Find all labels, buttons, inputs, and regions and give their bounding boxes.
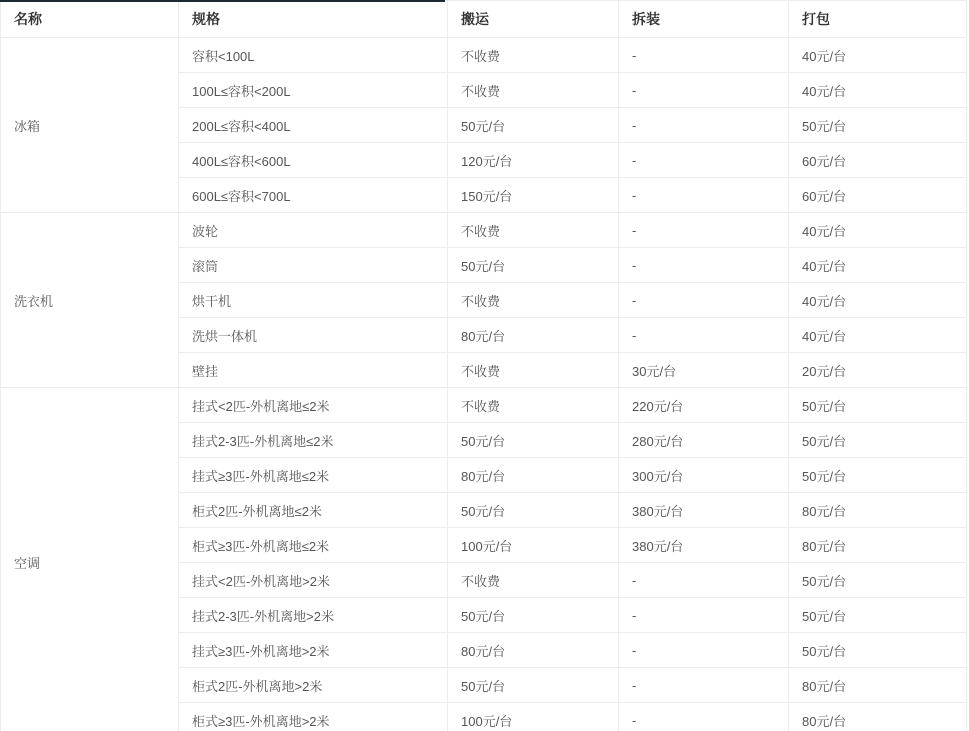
category-cell-washer: 洗衣机 xyxy=(1,213,179,388)
packing-fee-cell: 50元/台 xyxy=(789,108,967,143)
packing-fee-cell: 20元/台 xyxy=(789,353,967,388)
spec-cell: 100L≤容积<200L xyxy=(179,73,448,108)
disassembly-fee-cell: 30元/台 xyxy=(619,353,789,388)
packing-fee-cell: 50元/台 xyxy=(789,458,967,493)
disassembly-fee-cell: - xyxy=(619,248,789,283)
disassembly-fee-cell: - xyxy=(619,108,789,143)
column-header-spec: 规格 xyxy=(179,1,448,38)
spec-cell: 200L≤容积<400L xyxy=(179,108,448,143)
disassembly-fee-cell: - xyxy=(619,703,789,731)
packing-fee-cell: 50元/台 xyxy=(789,388,967,423)
disassembly-fee-cell: - xyxy=(619,668,789,703)
disassembly-fee-cell: 280元/台 xyxy=(619,423,789,458)
spec-cell: 柜式2匹-外机离地≤2米 xyxy=(179,493,448,528)
table-row xyxy=(1,38,967,73)
disassembly-fee-cell: - xyxy=(619,73,789,108)
disassembly-fee-cell: 220元/台 xyxy=(619,388,789,423)
spec-cell: 波轮 xyxy=(179,213,448,248)
packing-fee-cell: 50元/台 xyxy=(789,633,967,668)
column-header-carry: 搬运 xyxy=(448,1,619,38)
spec-cell: 挂式2-3匹-外机离地>2米 xyxy=(179,598,448,633)
disassembly-fee-cell: - xyxy=(619,318,789,353)
disassembly-fee-cell: 380元/台 xyxy=(619,528,789,563)
carry-fee-cell: 80元/台 xyxy=(448,318,619,353)
spec-cell: 柜式≥3匹-外机离地≤2米 xyxy=(179,528,448,563)
carry-fee-cell: 80元/台 xyxy=(448,458,619,493)
spec-cell: 600L≤容积<700L xyxy=(179,178,448,213)
spec-cell: 烘干机 xyxy=(179,283,448,318)
carry-fee-cell: 不收费 xyxy=(448,73,619,108)
carry-fee-cell: 50元/台 xyxy=(448,248,619,283)
disassembly-fee-cell: - xyxy=(619,283,789,318)
spec-cell: 挂式≥3匹-外机离地≤2米 xyxy=(179,458,448,493)
table-row xyxy=(1,388,967,423)
packing-fee-cell: 60元/台 xyxy=(789,178,967,213)
packing-fee-cell: 40元/台 xyxy=(789,283,967,318)
top-accent-line xyxy=(0,0,445,2)
disassembly-fee-cell: - xyxy=(619,633,789,668)
disassembly-fee-cell: - xyxy=(619,598,789,633)
disassembly-fee-cell: - xyxy=(619,38,789,73)
spec-cell: 挂式2-3匹-外机离地≤2米 xyxy=(179,423,448,458)
spec-cell: 容积<100L xyxy=(179,38,448,73)
category-cell-fridge: 冰箱 xyxy=(1,38,179,213)
disassembly-fee-cell: - xyxy=(619,143,789,178)
disassembly-fee-cell: 380元/台 xyxy=(619,493,789,528)
carry-fee-cell: 50元/台 xyxy=(448,423,619,458)
table-body xyxy=(1,38,967,731)
packing-fee-cell: 40元/台 xyxy=(789,38,967,73)
disassembly-fee-cell: - xyxy=(619,563,789,598)
spec-cell: 挂式≥3匹-外机离地>2米 xyxy=(179,633,448,668)
carry-fee-cell: 50元/台 xyxy=(448,668,619,703)
packing-fee-cell: 60元/台 xyxy=(789,143,967,178)
carry-fee-cell: 100元/台 xyxy=(448,528,619,563)
column-header-packing: 打包 xyxy=(789,1,967,38)
packing-fee-cell: 50元/台 xyxy=(789,598,967,633)
spec-cell: 洗烘一体机 xyxy=(179,318,448,353)
packing-fee-cell: 80元/台 xyxy=(789,528,967,563)
packing-fee-cell: 40元/台 xyxy=(789,248,967,283)
packing-fee-cell: 50元/台 xyxy=(789,423,967,458)
header-row xyxy=(1,1,967,38)
carry-fee-cell: 不收费 xyxy=(448,388,619,423)
carry-fee-cell: 80元/台 xyxy=(448,633,619,668)
spec-cell: 挂式<2匹-外机离地≤2米 xyxy=(179,388,448,423)
carry-fee-cell: 50元/台 xyxy=(448,493,619,528)
disassembly-fee-cell: 300元/台 xyxy=(619,458,789,493)
carry-fee-cell: 不收费 xyxy=(448,563,619,598)
disassembly-fee-cell: - xyxy=(619,178,789,213)
category-cell-ac: 空调 xyxy=(1,388,179,731)
spec-cell: 柜式≥3匹-外机离地>2米 xyxy=(179,703,448,731)
carry-fee-cell: 150元/台 xyxy=(448,178,619,213)
carry-fee-cell: 不收费 xyxy=(448,283,619,318)
carry-fee-cell: 不收费 xyxy=(448,38,619,73)
spec-cell: 滚筒 xyxy=(179,248,448,283)
carry-fee-cell: 50元/台 xyxy=(448,108,619,143)
column-header-name: 名称 xyxy=(1,1,179,38)
column-header-disassembly: 拆装 xyxy=(619,1,789,38)
carry-fee-cell: 不收费 xyxy=(448,213,619,248)
carry-fee-cell: 100元/台 xyxy=(448,703,619,731)
spec-cell: 400L≤容积<600L xyxy=(179,143,448,178)
spec-cell: 柜式2匹-外机离地>2米 xyxy=(179,668,448,703)
packing-fee-cell: 80元/台 xyxy=(789,493,967,528)
packing-fee-cell: 40元/台 xyxy=(789,318,967,353)
packing-fee-cell: 80元/台 xyxy=(789,703,967,731)
carry-fee-cell: 不收费 xyxy=(448,353,619,388)
carry-fee-cell: 120元/台 xyxy=(448,143,619,178)
disassembly-fee-cell: - xyxy=(619,213,789,248)
packing-fee-cell: 40元/台 xyxy=(789,73,967,108)
packing-fee-cell: 80元/台 xyxy=(789,668,967,703)
packing-fee-cell: 50元/台 xyxy=(789,563,967,598)
spec-cell: 挂式<2匹-外机离地>2米 xyxy=(179,563,448,598)
spec-cell: 壁挂 xyxy=(179,353,448,388)
packing-fee-cell: 40元/台 xyxy=(789,213,967,248)
table-row xyxy=(1,213,967,248)
carry-fee-cell: 50元/台 xyxy=(448,598,619,633)
